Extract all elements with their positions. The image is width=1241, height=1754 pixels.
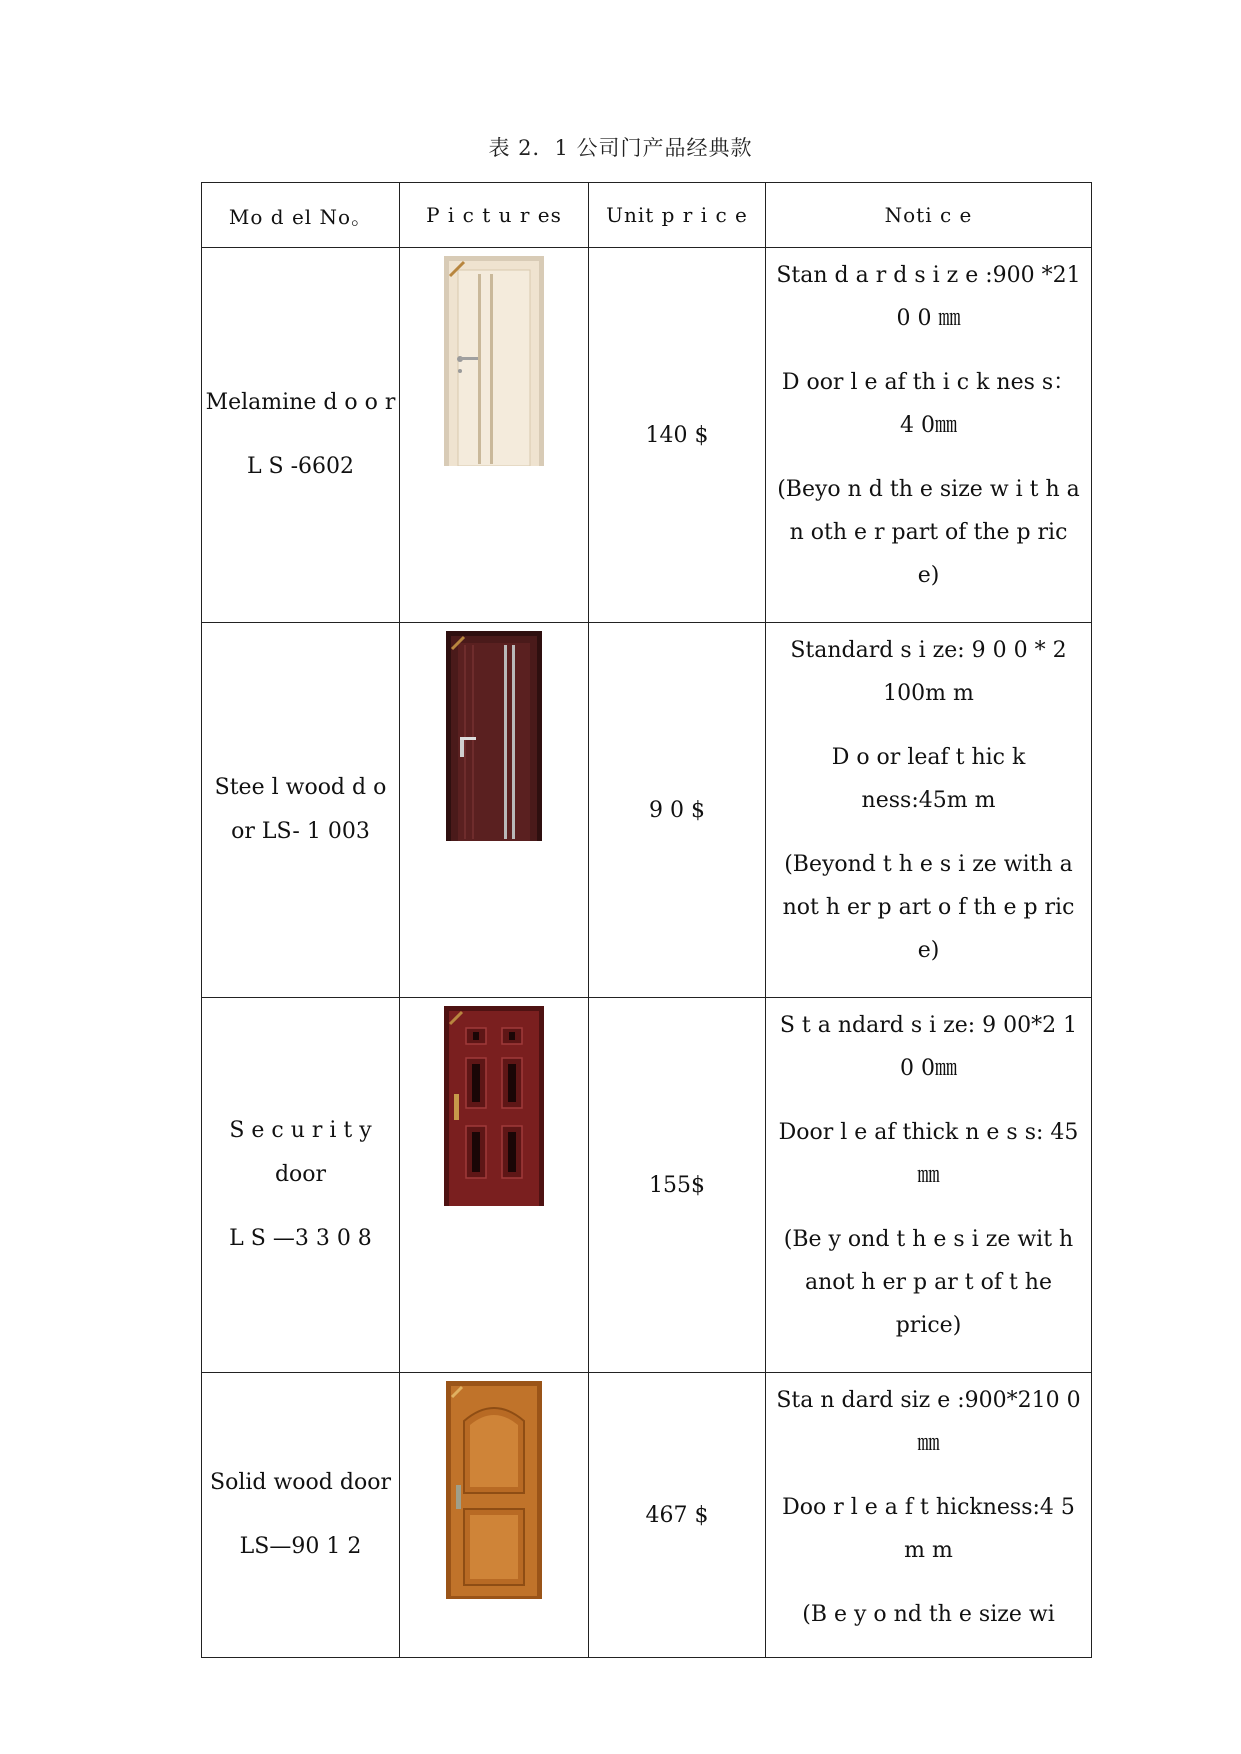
notice-extra-price: (B e y o nd th e size wi bbox=[802, 1602, 1055, 1627]
notice-extra-price: (Beyond t h e s i ze with a not h er p art o f th e p ric e) bbox=[782, 852, 1075, 963]
header-model: Mo d el No。 bbox=[202, 183, 400, 248]
model-cell bbox=[202, 623, 400, 998]
melamine-door-image bbox=[444, 256, 544, 466]
steel-wood-door-image bbox=[446, 631, 542, 841]
header-notice: Noti c e bbox=[766, 183, 1092, 248]
model-cell bbox=[202, 248, 400, 623]
price-cell: 140 $ bbox=[589, 248, 766, 623]
notice-extra-price: (Be y ond t h e s i ze wit h anot h er p ar t of t he price) bbox=[783, 1227, 1074, 1338]
picture-cell bbox=[400, 623, 589, 998]
header-pictures: P i c t u r es bbox=[400, 183, 589, 248]
notice-standard-size: Stan d a r d s i z e :900 *21 0 0 ㎜ bbox=[776, 263, 1081, 331]
notice-standard-size: Sta n dard siz e :900*210 0 ㎜ bbox=[776, 1388, 1081, 1456]
notice-extra-price: (Beyo n d th e size w i t h a n oth e r part of the p ric e) bbox=[777, 477, 1080, 588]
price-cell: 467 $ bbox=[589, 1373, 766, 1658]
table-header-row bbox=[202, 183, 1092, 248]
model-name: Melamine d o o r bbox=[205, 390, 396, 415]
price-cell: 9 0 $ bbox=[589, 623, 766, 998]
notice-leaf-thickness: D oor l e af th i c k nes s： 4 0㎜ bbox=[781, 370, 1076, 438]
picture-cell bbox=[400, 248, 589, 623]
notice-cell bbox=[766, 248, 1092, 623]
notice-standard-size: Standard s i ze: 9 0 0 * 2 100m m bbox=[790, 638, 1067, 706]
model-name: S e c u r i t y door bbox=[229, 1118, 372, 1187]
table-row bbox=[202, 998, 1092, 1373]
header-price: Unit p r i c e bbox=[589, 183, 766, 248]
picture-cell bbox=[400, 1373, 589, 1658]
security-door-image bbox=[444, 1006, 544, 1206]
model-cell bbox=[202, 1373, 400, 1658]
model-number: LS—90 1 2 bbox=[239, 1534, 362, 1559]
notice-cell bbox=[766, 623, 1092, 998]
notice-cell bbox=[766, 998, 1092, 1373]
model-name: Stee l wood d o or LS- 1 003 bbox=[214, 775, 387, 844]
notice-leaf-thickness: D o or leaf t hic k ness:45m m bbox=[831, 745, 1026, 813]
table-row bbox=[202, 248, 1092, 623]
table-caption: 表 2．1 公司门产品经典款 bbox=[488, 136, 753, 160]
notice-leaf-thickness: Doo r l e a f t hickness:4 5 m m bbox=[782, 1495, 1075, 1563]
price-cell: 155$ bbox=[589, 998, 766, 1373]
table-row bbox=[202, 623, 1092, 998]
picture-cell bbox=[400, 998, 589, 1373]
notice-leaf-thickness: Door l e af thick n e s s: 45㎜ bbox=[778, 1120, 1079, 1188]
table-row bbox=[202, 1373, 1092, 1658]
solid-wood-door-image bbox=[446, 1381, 542, 1599]
notice-cell bbox=[766, 1373, 1092, 1658]
model-number: L S -6602 bbox=[246, 454, 355, 479]
product-table bbox=[201, 182, 1092, 1658]
model-cell bbox=[202, 998, 400, 1373]
notice-standard-size: S t a ndard s i ze: 9 00*2 1 0 0㎜ bbox=[779, 1013, 1078, 1081]
model-name: Solid wood door bbox=[210, 1470, 391, 1495]
model-number: L S —3 3 0 8 bbox=[229, 1226, 372, 1251]
